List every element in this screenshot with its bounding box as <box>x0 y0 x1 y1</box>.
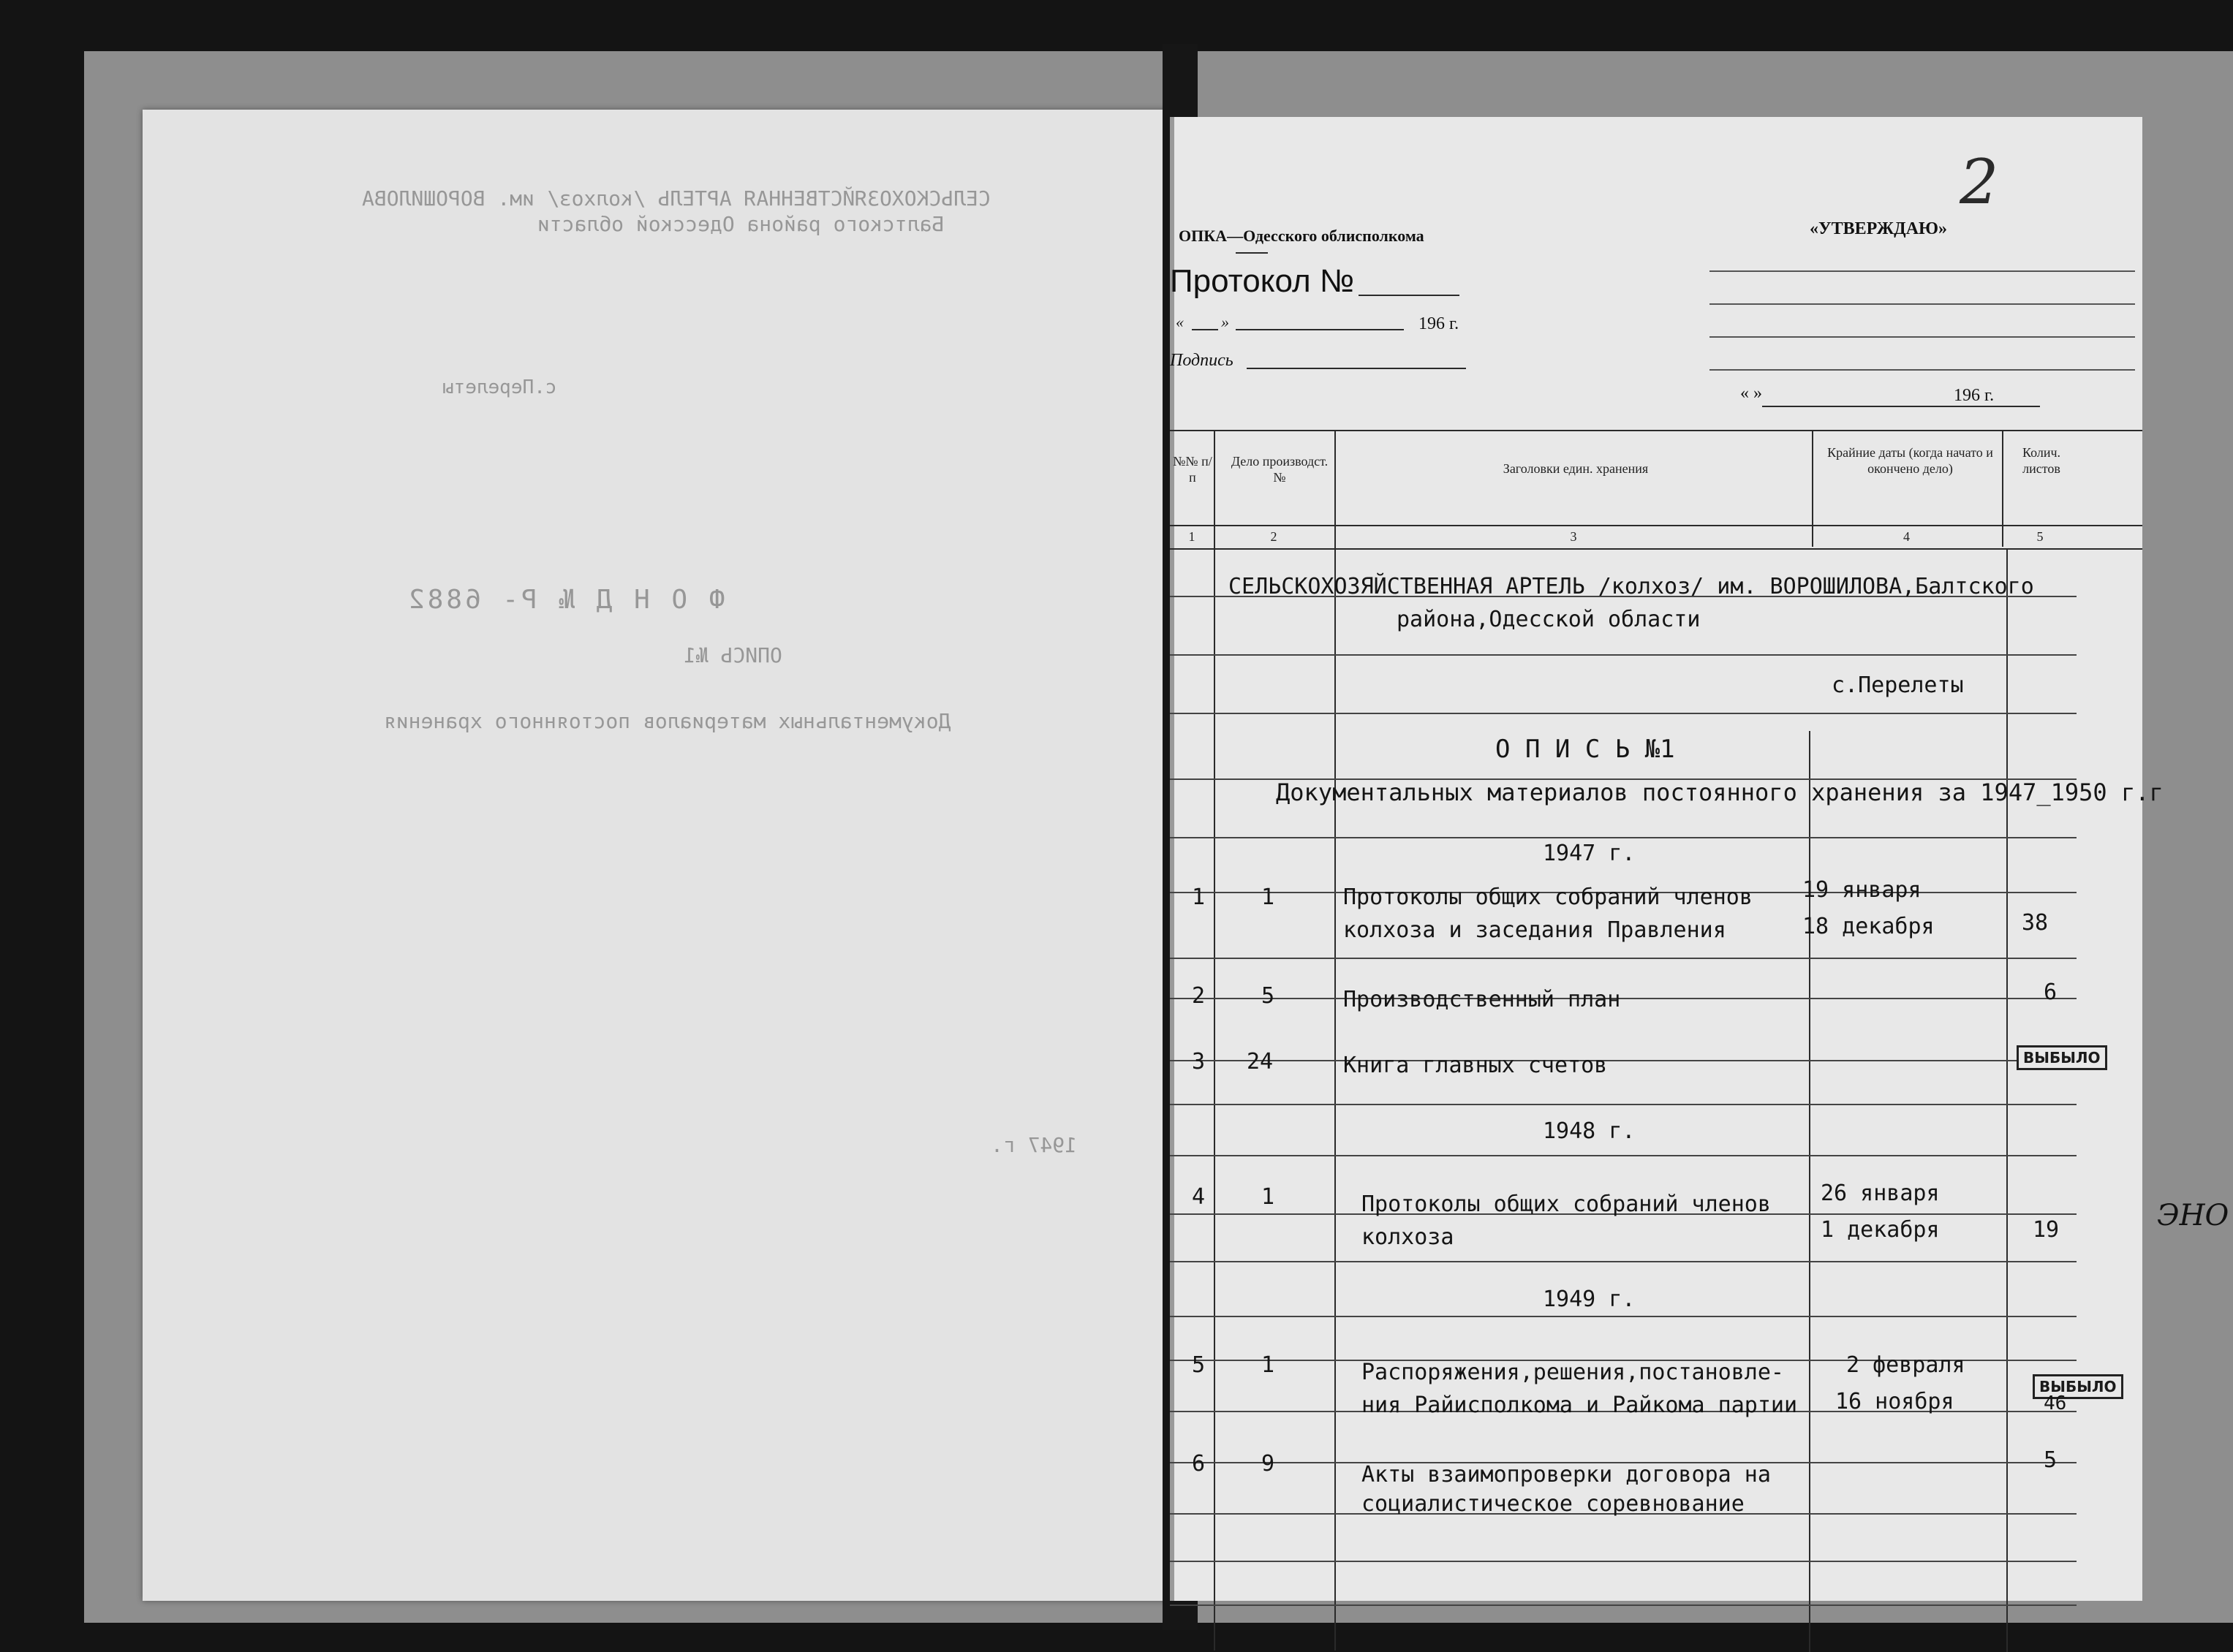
approve-year: 196 г. <box>1954 386 1995 405</box>
row-rule <box>1170 1104 2077 1105</box>
row-5-delo: 1 <box>1261 1352 1275 1378</box>
approve-header: «УТВЕРЖДАЮ» <box>1810 219 1948 238</box>
bleed-line-5: ОПИСЬ №1 <box>684 643 782 667</box>
page-edge <box>1170 117 1174 1601</box>
row-5-date-start: 2 февраля <box>1846 1352 1965 1378</box>
date-day-line <box>1192 329 1218 330</box>
protocol-label: Протокол № <box>1170 263 1355 299</box>
opis-title: О П И С Ь №1 <box>1495 735 1675 764</box>
row-rule <box>1170 837 2077 838</box>
date-quote-close: » <box>1221 313 1229 331</box>
row-rule <box>1170 1561 2077 1562</box>
row-2-title-1: Производственный план <box>1343 987 1621 1012</box>
row-4-num: 4 <box>1192 1184 1206 1210</box>
margin-note: ЭНО <box>2157 1199 2229 1232</box>
row-6-title-1: Акты взаимопроверки договора на <box>1361 1462 1771 1488</box>
year-1947: 1947 г. <box>1543 841 1636 866</box>
approve-date-marks: « » <box>1740 384 1762 403</box>
row-rule <box>1170 654 2077 656</box>
row-rule <box>1170 713 2077 714</box>
protocol-number-line <box>1359 295 1459 296</box>
col-num-4: 4 <box>1903 529 1910 544</box>
col-num-5: 5 <box>2036 529 2044 544</box>
row-1-title-1: Протоколы общих собраний членов <box>1343 884 1753 910</box>
col-header-dates: Крайние даты (когда начато и окончено дело) <box>1827 445 1993 476</box>
approve-line-3 <box>1709 336 2135 338</box>
opis-subtitle: Документальных материалов постоянного хранения за 1947_1950 г.г <box>1276 778 2164 806</box>
col-header-num: №№ п/п <box>1173 454 1212 485</box>
row-4-title-1: Протоколы общих собраний членов <box>1361 1191 1771 1217</box>
date-month-line <box>1236 329 1404 330</box>
row-5-title-1: Распоряжения,решения,постановле- <box>1361 1360 1784 1385</box>
bleed-line-6: Документальных материалов постоянного хранения <box>384 709 951 733</box>
row-rule <box>1170 998 2077 999</box>
row-5-num: 5 <box>1192 1352 1206 1378</box>
row-5-title-2: ния Райисполкома и Райкома партии <box>1361 1393 1798 1418</box>
row-rule <box>1170 1316 2077 1317</box>
row-1-sheets: 38 <box>2022 910 2049 936</box>
year-1948: 1948 г. <box>1543 1118 1636 1144</box>
village-name: с.Перелеты <box>1832 672 1964 698</box>
row-1-date-end: 18 декабря <box>1802 914 1935 939</box>
col-divider-1 <box>1214 430 1215 1651</box>
signature-label: Подпись <box>1170 351 1233 370</box>
left-page <box>143 110 1184 1601</box>
row-4-title-2: колхоза <box>1361 1224 1454 1250</box>
row-5-date-end: 16 ноября <box>1835 1389 1954 1414</box>
withdrawn-stamp-2: ВЫБЫЛО <box>2033 1374 2123 1399</box>
approve-line-2 <box>1709 303 2135 305</box>
bleed-line-4: Ф О Н Д № Р- 6882 <box>406 585 725 615</box>
row-4-date-start: 26 января <box>1821 1181 1940 1206</box>
approve-line-4 <box>1709 369 2135 371</box>
bleed-line-1: СЕЛЬСКОХОЗЯЙСТВЕННАЯ АРТЕЛЬ /колхоз/ им. ВОРОШИЛОВА <box>362 186 991 211</box>
row-1-date-start: 19 января <box>1802 877 1922 903</box>
right-page <box>1170 117 2164 1601</box>
table-top-border <box>1170 430 2142 431</box>
row-6-title-2: социалистическое соревнование <box>1361 1491 1745 1517</box>
col-header-title: Заголовки един. хранения <box>1503 461 1649 476</box>
org-underline <box>1236 252 1268 254</box>
col-num-1: 1 <box>1188 529 1195 544</box>
col-header-delo: Дело производст. № <box>1231 454 1329 485</box>
protocol-year: 196 г. <box>1418 314 1459 333</box>
row-6-num: 6 <box>1192 1451 1206 1477</box>
col-num-2: 2 <box>1270 529 1277 544</box>
org-header: ОПКА—Одесского облисполкома <box>1179 227 1424 245</box>
row-rule <box>1170 1060 2077 1061</box>
col-num-3: 3 <box>1570 529 1577 544</box>
withdrawn-stamp-1: ВЫБЫЛО <box>2017 1045 2107 1070</box>
row-2-sheets: 6 <box>2044 980 2058 1005</box>
bleed-line-3: с.Перелеты <box>442 376 557 398</box>
header-num-top <box>1170 525 2142 526</box>
row-rule <box>1170 1604 2077 1606</box>
year-1949: 1949 г. <box>1543 1287 1636 1312</box>
date-quote-open: « <box>1176 313 1184 331</box>
row-1-title-2: колхоза и заседания Правления <box>1343 917 1726 943</box>
row-3-delo: 24 <box>1247 1049 1274 1075</box>
row-5-sheets: 46 <box>2044 1393 2067 1414</box>
row-4-sheets: 19 <box>2033 1217 2060 1243</box>
row-4-date-end: 1 декабря <box>1821 1217 1940 1243</box>
row-1-num: 1 <box>1192 884 1206 910</box>
approve-line-1 <box>1709 270 2135 272</box>
bleed-line-7: 1947 г. <box>991 1133 1078 1157</box>
row-4-delo: 1 <box>1261 1184 1275 1210</box>
col-divider-2 <box>1334 430 1336 1651</box>
row-rule <box>1170 958 2077 959</box>
folio-number: 2 <box>1960 146 1999 218</box>
artel-title: СЕЛЬСКОХОЗЯЙСТВЕННАЯ АРТЕЛЬ /колхоз/ им. ВОРОШИЛОВА,Балтского <box>1228 574 2034 599</box>
row-rule <box>1170 1261 2077 1262</box>
signature-line <box>1247 368 1466 369</box>
header-num-bottom <box>1170 548 2142 550</box>
row-2-num: 2 <box>1192 983 1206 1009</box>
row-rule <box>1170 1155 2077 1156</box>
row-6-sheets: 5 <box>2044 1447 2058 1473</box>
row-3-num: 3 <box>1192 1049 1206 1075</box>
row-3-title-1: Книга главных счетов <box>1343 1053 1608 1078</box>
col-header-sheets: Колич. листов <box>2022 445 2061 476</box>
row-6-delo: 9 <box>1261 1451 1275 1477</box>
row-2-delo: 5 <box>1261 983 1275 1009</box>
artel-region: района,Одесской области <box>1397 607 1701 632</box>
bleed-line-2: Балтского района Одесской области <box>537 212 945 236</box>
row-1-delo: 1 <box>1261 884 1275 910</box>
approve-date-line <box>1762 406 2040 407</box>
